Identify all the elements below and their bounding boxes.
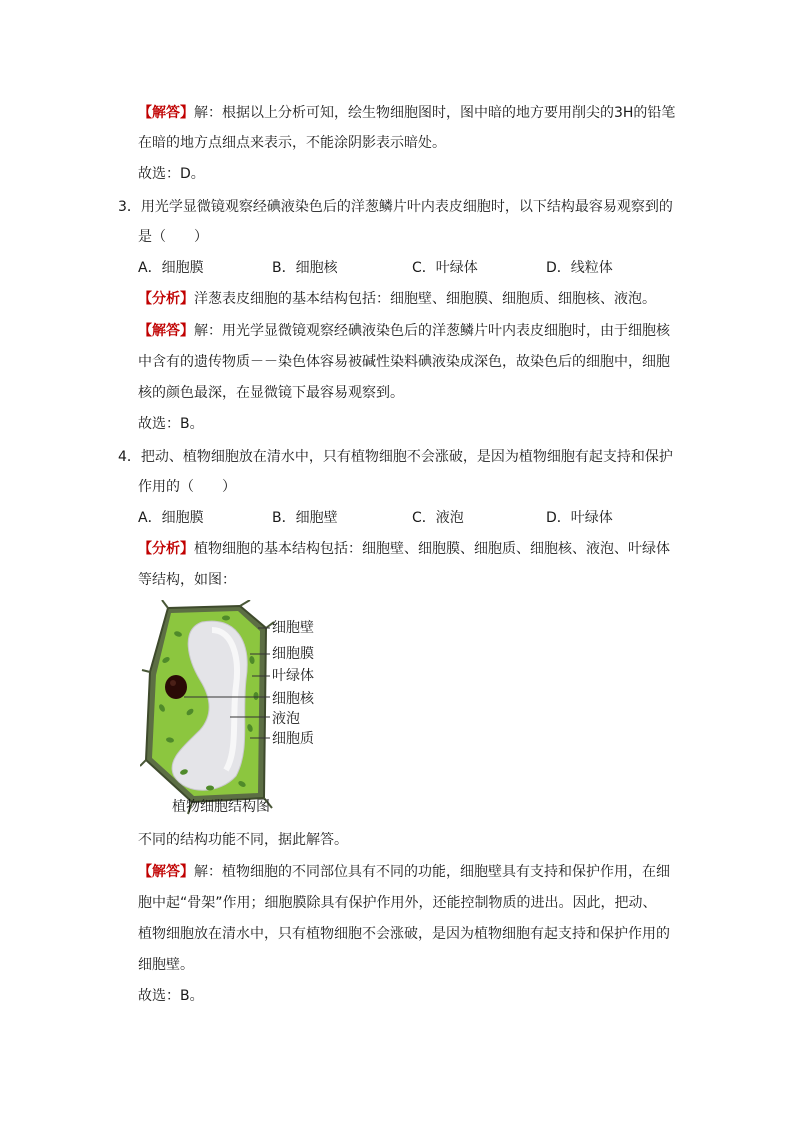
q4-answer-line-1: 【解答】解：植物细胞的不同部位具有不同的功能，细胞壁具有支持和保护作用，在细 <box>138 864 670 880</box>
q4-answer-line-2: 胞中起“骨架”作用；细胞膜除具有保护作用外，还能控制物质的进出。因此，把动、 <box>138 895 657 911</box>
q2-answer-line-1: 【解答】解：根据以上分析可知，绘生物细胞图时，图中暗的地方要用削尖的3H的铅笔 <box>138 105 676 121</box>
q4-option-a: A．细胞膜 <box>138 510 204 526</box>
answer-tag: 【解答】 <box>138 864 194 880</box>
q4-choice: 故选：B。 <box>138 988 204 1004</box>
label-nucleus: 细胞核 <box>272 691 314 707</box>
q4-answer-line-4: 细胞壁。 <box>138 957 194 973</box>
label-chloroplast: 叶绿体 <box>272 668 314 684</box>
q3-answer-line-3: 核的颜色最深，在显微镜下最容易观察到。 <box>138 385 404 401</box>
figure-caption: 植物细胞结构图 <box>172 799 270 815</box>
nucleus-shape <box>165 675 187 699</box>
plant-cell-figure <box>140 600 470 820</box>
q4-after-figure: 不同的结构功能不同，据此解答。 <box>138 832 348 848</box>
q3-stem-line-2: 是（ ） <box>138 229 208 245</box>
answer-tag: 【解答】 <box>138 323 194 339</box>
q4-option-c: C．液泡 <box>412 510 464 526</box>
q4-option-d: D．叶绿体 <box>546 510 613 526</box>
q3-stem-line-1: 3．用光学显微镜观察经碘液染色后的洋葱鳞片叶内表皮细胞时，以下结构最容易观察到的 <box>118 199 673 215</box>
analysis-tag: 【分析】 <box>138 541 194 557</box>
q3-option-b: B．细胞核 <box>272 260 338 276</box>
q3-option-c: C．叶绿体 <box>412 260 478 276</box>
q3-answer-line-1: 【解答】解：用光学显微镜观察经碘液染色后的洋葱鳞片叶内表皮细胞时，由于细胞核 <box>138 323 670 339</box>
q3-analysis: 【分析】洋葱表皮细胞的基本结构包括：细胞壁、细胞膜、细胞质、细胞核、液泡。 <box>138 291 656 307</box>
q3-option-d: D．线粒体 <box>546 260 613 276</box>
answer-tag: 【解答】 <box>138 105 194 121</box>
q4-stem-line-2: 作用的（ ） <box>138 479 236 495</box>
q3-option-a: A．细胞膜 <box>138 260 204 276</box>
q4-analysis-line-1: 【分析】植物细胞的基本结构包括：细胞壁、细胞膜、细胞质、细胞核、液泡、叶绿体 <box>138 541 670 557</box>
analysis-tag: 【分析】 <box>138 291 194 307</box>
label-cell-membrane: 细胞膜 <box>272 646 314 662</box>
q2-answer-line-2: 在暗的地方点细点来表示，不能涂阴影表示暗处。 <box>138 135 446 151</box>
label-cytoplasm: 细胞质 <box>272 731 314 747</box>
label-vacuole: 液泡 <box>272 711 300 727</box>
q3-choice: 故选：B。 <box>138 416 204 432</box>
label-cell-wall: 细胞壁 <box>272 620 314 636</box>
q4-option-b: B．细胞壁 <box>272 510 338 526</box>
q3-answer-line-2: 中含有的遗传物质－－染色体容易被碱性染料碘液染成深色，故染色后的细胞中，细胞 <box>138 354 670 370</box>
q4-stem-line-1: 4．把动、植物细胞放在清水中，只有植物细胞不会涨破，是因为植物细胞有起支持和保护 <box>118 449 673 465</box>
q2-choice: 故选：D。 <box>138 166 205 182</box>
q4-answer-line-3: 植物细胞放在清水中，只有植物细胞不会涨破，是因为植物细胞有起支持和保护作用的 <box>138 926 670 942</box>
q4-analysis-line-2: 等结构，如图： <box>138 572 236 588</box>
